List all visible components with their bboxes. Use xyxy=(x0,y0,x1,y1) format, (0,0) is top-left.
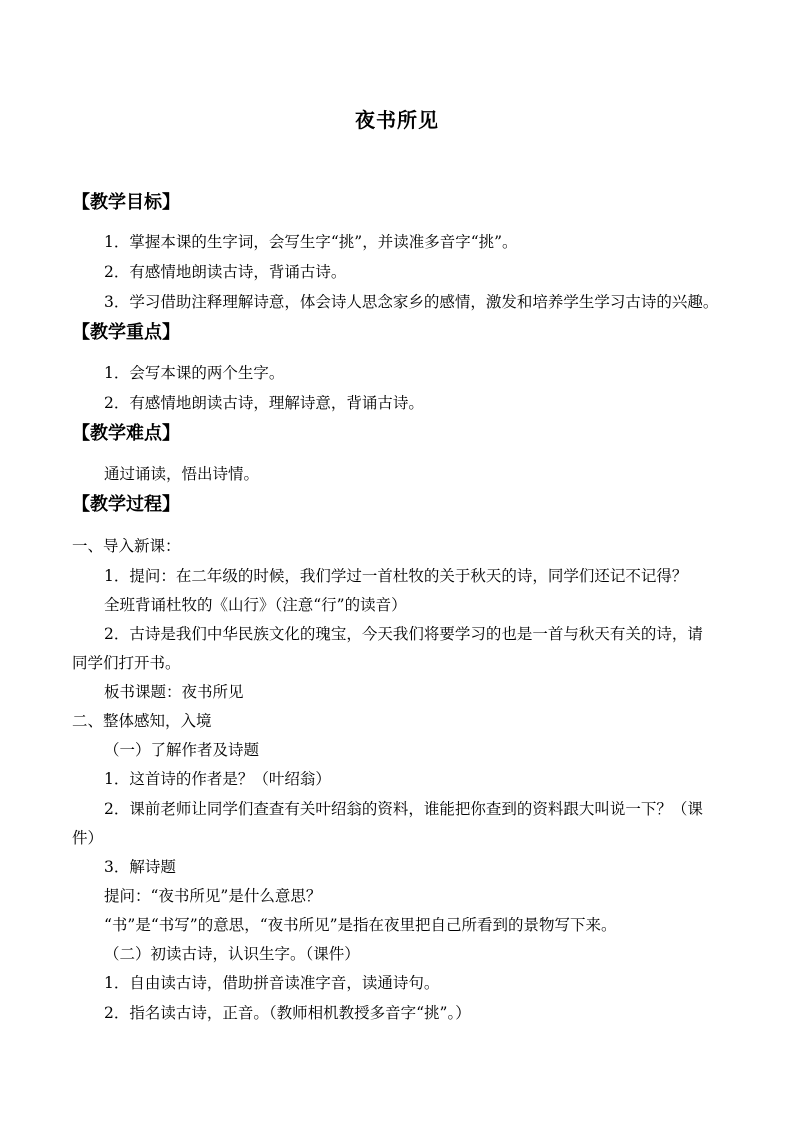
process-line-11: 件） xyxy=(72,829,104,847)
process-line-7: 二、整体感知，入境 xyxy=(72,712,212,730)
section-heading-difficulties: 【教学难点】 xyxy=(72,423,180,444)
process-line-6: 板书课题：夜书所见 xyxy=(104,683,244,701)
process-line-1: 一、导入新课： xyxy=(72,537,181,555)
section-heading-keypoints: 【教学重点】 xyxy=(72,322,180,343)
goal-item-3: 3．学习借助注释理解诗意，体会诗人思念家乡的感情，激发和培养学生学习古诗的兴趣。 xyxy=(104,293,719,311)
process-line-17: 2．指名读古诗，正音。（教师相机教授多音字“挑”。） xyxy=(104,1004,471,1022)
process-line-8: （一）了解作者及诗题 xyxy=(104,741,260,759)
process-line-10: 2．课前老师让同学们查查有关叶绍翁的资料，谁能把你查到的资料跟大叫说一下？（课 xyxy=(104,800,703,818)
process-line-15: （二）初读古诗，认识生字。（课件） xyxy=(104,945,360,963)
process-line-16: 1．自由读古诗，借助拼音读准字音，读通诗句。 xyxy=(104,974,440,992)
process-line-4: 2．古诗是我们中华民族文化的瑰宝，今天我们将要学习的也是一首与秋天有关的诗，请 xyxy=(104,625,703,643)
process-line-9: 1．这首诗的作者是？（叶绍翁） xyxy=(104,770,331,788)
difficulty-item-1: 通过诵读，悟出诗情。 xyxy=(104,465,260,483)
goal-item-2: 2．有感情地朗读古诗，背诵古诗。 xyxy=(104,263,347,281)
keypoint-item-2: 2．有感情地朗读古诗，理解诗意，背诵古诗。 xyxy=(104,394,424,412)
section-heading-goals: 【教学目标】 xyxy=(72,192,180,213)
document-title: 夜书所见 xyxy=(355,108,439,132)
process-line-2: 1．提问：在二年级的时候，我们学过一首杜牧的关于秋天的诗，同学们还记不记得？ xyxy=(104,567,688,585)
keypoint-item-1: 1．会写本课的两个生字。 xyxy=(104,364,285,382)
process-line-14: “书”是“书写”的意思，“夜书所见”是指在夜里把自己所看到的景物写下来。 xyxy=(104,916,617,934)
process-line-5: 同学们打开书。 xyxy=(72,654,181,672)
goal-item-1: 1．掌握本课的生字词，会写生字“挑”，并读准多音字“挑”。 xyxy=(104,233,518,251)
process-line-12: 3．解诗题 xyxy=(104,858,176,876)
process-line-3: 全班背诵杜牧的《山行》（注意“行”的读音） xyxy=(104,596,407,614)
section-heading-process: 【教学过程】 xyxy=(72,494,180,515)
process-line-13: 提问：“夜书所见”是什么意思？ xyxy=(104,887,322,905)
